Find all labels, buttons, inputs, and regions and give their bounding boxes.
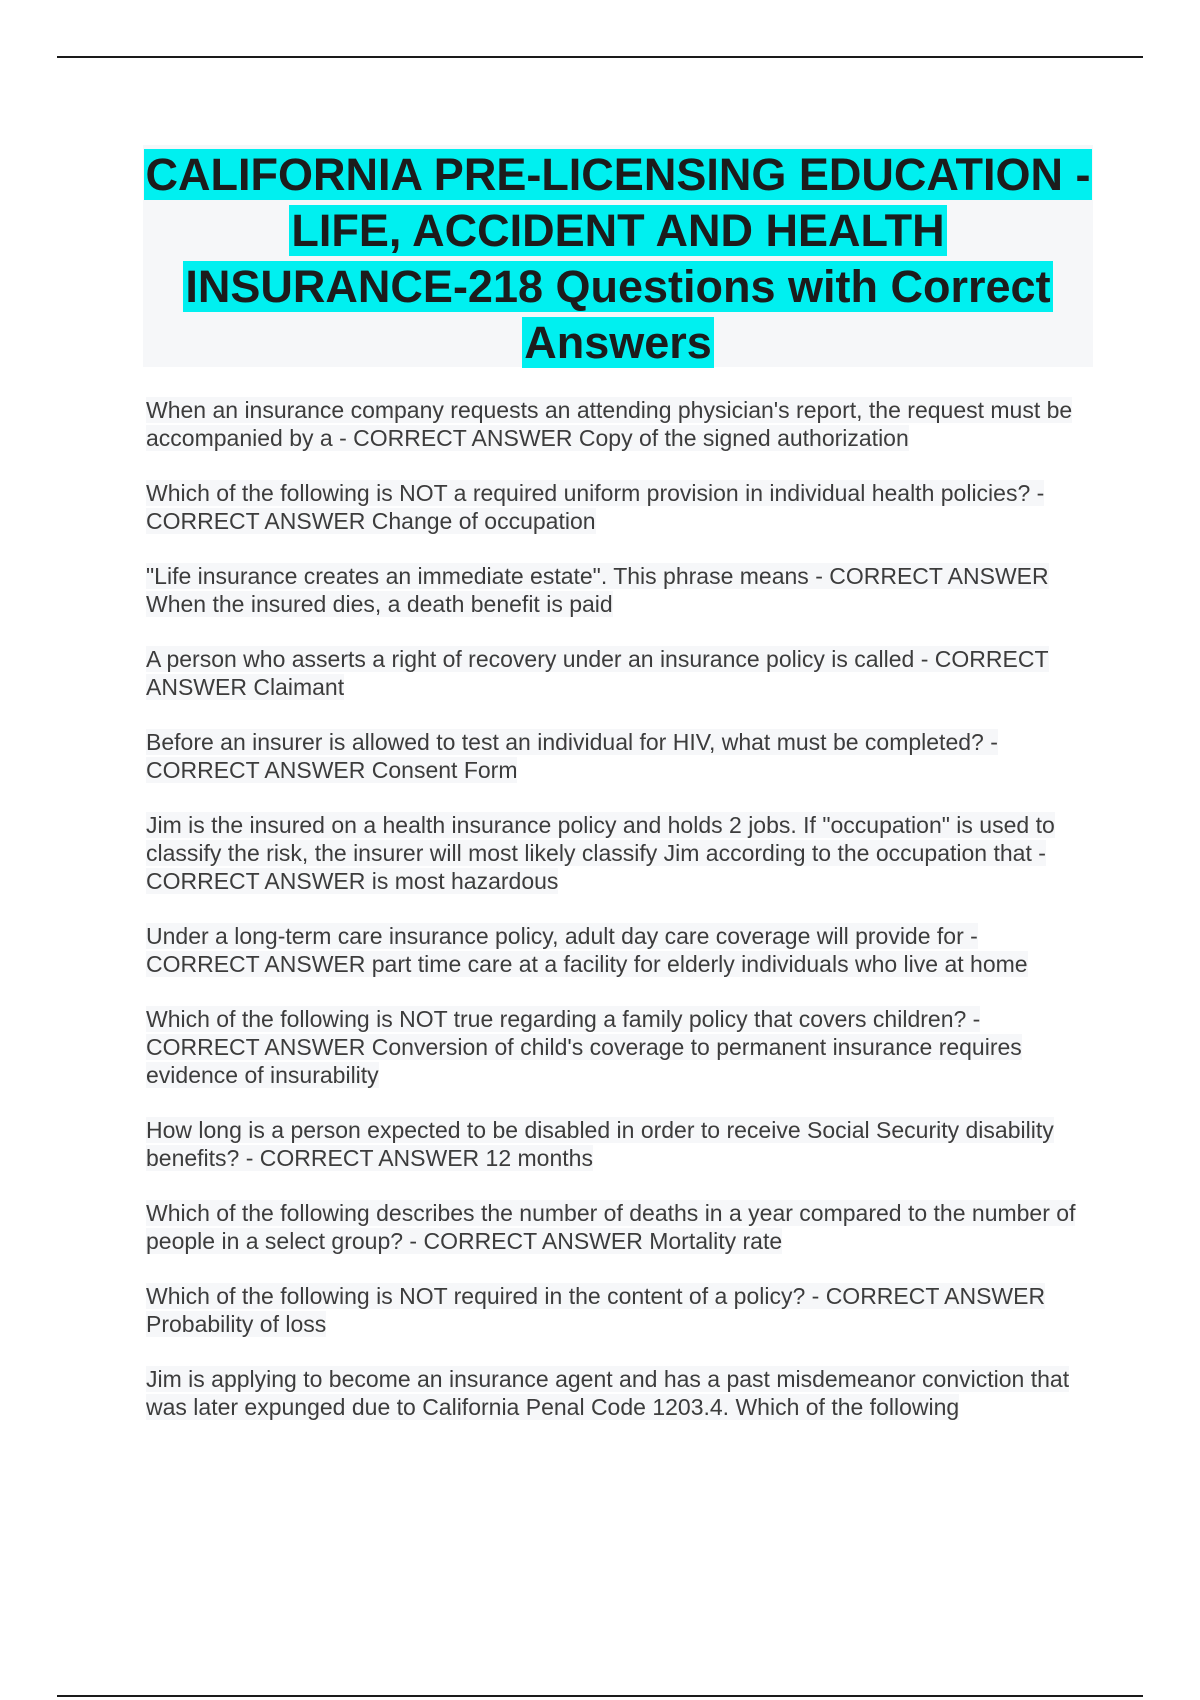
question-item-9: How long is a person expected to be disabled in order to receive Social Security disability benefits? - CORRECT ANSWER 12 months bbox=[146, 1117, 1054, 1171]
question-item-3: "Life insurance creates an immediate estate". This phrase means - CORRECT ANSWER When the insured dies, a death benefit is paid bbox=[146, 563, 1049, 617]
document-title bbox=[143, 145, 1093, 371]
top-rule bbox=[57, 56, 1143, 58]
question-item-2: Which of the following is NOT a required uniform provision in individual health policies? - CORRECT ANSWER Change of occupation bbox=[146, 480, 1045, 534]
question-item-7: Under a long-term care insurance policy, adult day care coverage will provide for - CORRECT ANSWER part time care at a facility for elderly individuals who live at home bbox=[146, 923, 1028, 977]
question-item-6: Jim is the insured on a health insurance policy and holds 2 jobs. If "occupation" is used to classify the risk, the insurer will most likely classify Jim according to the occupation that - CORRECT ANSWER is most hazardous bbox=[146, 812, 1055, 894]
question-item-5: Before an insurer is allowed to test an individual for HIV, what must be completed? - CORRECT ANSWER Consent Form bbox=[146, 729, 998, 783]
question-list bbox=[146, 396, 1096, 1448]
question-item-4: A person who asserts a right of recovery under an insurance policy is called - CORRECT ANSWER Claimant bbox=[146, 646, 1049, 700]
question-item-11: Which of the following is NOT required in the content of a policy? - CORRECT ANSWER Probability of loss bbox=[146, 1283, 1046, 1337]
question-item-8: Which of the following is NOT true regarding a family policy that covers children? - CORRECT ANSWER Conversion of child's coverage to permanent insurance requires evidence of insurability bbox=[146, 1006, 1022, 1088]
question-item-12: Jim is applying to become an insurance agent and has a past misdemeanor conviction that was later expunged due to California Penal Code 1203.4. Which of the following bbox=[146, 1366, 1070, 1420]
question-item-1: When an insurance company requests an attending physician's report, the request must be accompanied by a - CORRECT ANSWER Copy of the signed authorization bbox=[146, 397, 1073, 451]
question-item-10: Which of the following describes the number of deaths in a year compared to the number of people in a select group? - CORRECT ANSWER Mortality rate bbox=[146, 1200, 1076, 1254]
document-title-highlight: CALIFORNIA PRE-LICENSING EDUCATION - LIFE, ACCIDENT AND HEALTH INSURANCE-218 Questions with Correct Answers bbox=[145, 149, 1091, 368]
bottom-rule bbox=[57, 1695, 1143, 1697]
title-block bbox=[143, 145, 1093, 367]
